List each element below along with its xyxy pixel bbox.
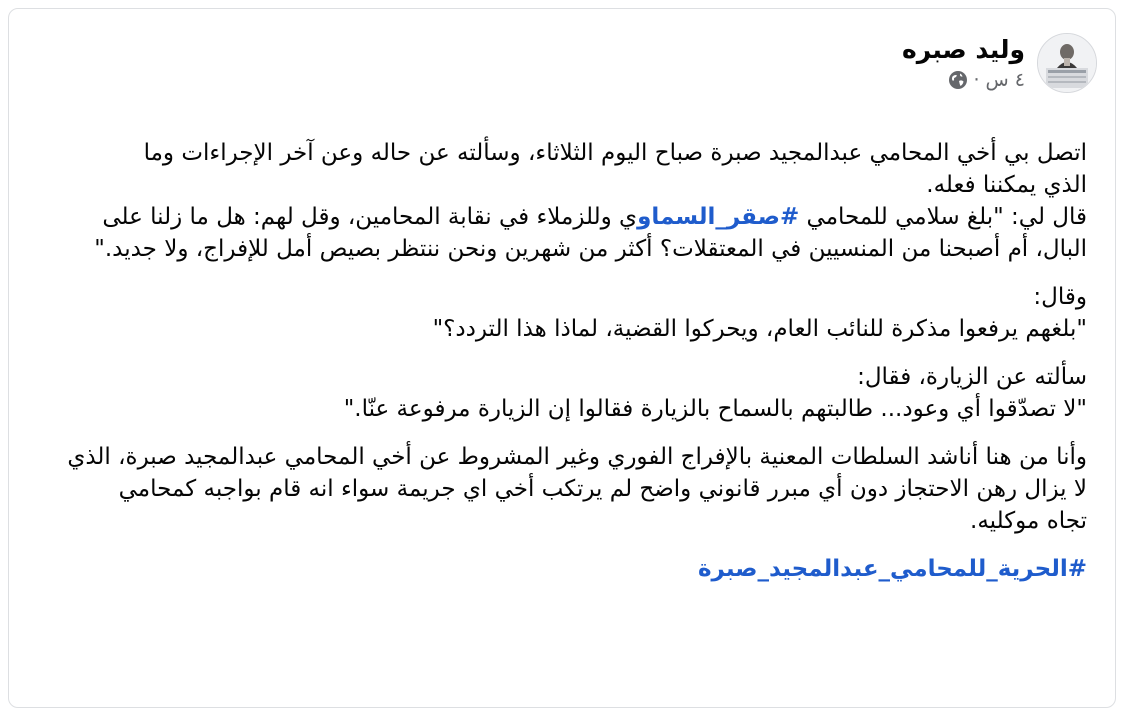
post-meta: [948, 68, 1026, 92]
post-text-line: الذي يمكننا فعله.: [926, 172, 1087, 198]
globe-icon[interactable]: [948, 70, 968, 90]
post-text-line: تجاه موكليه.: [970, 508, 1087, 534]
post-text-line: وأنا من هنا أناشد السلطات المعنية بالإفراج الفوري وغير المشروط عن أخي المحامي عبدالمجيد صبرة، الذي: [67, 444, 1087, 470]
avatar[interactable]: [1037, 33, 1097, 93]
post-text-line: "بلغهم يرفعوا مذكرة للنائب العام، ويحركوا القضية، لماذا هذا التردد؟": [432, 316, 1087, 342]
post-paragraph: [33, 553, 1087, 585]
post-text-line: البال، أم أصبحنا من المنسيين في المعتقلات؟ أكثر من شهرين ونحن ننتظر بصيص أمل للإفراج، ولا جديد.": [94, 236, 1087, 262]
avatar-image-icon: [1038, 34, 1096, 92]
quote-text: ي وللزملاء في نقابة المحامين، وقل لهم: هل ما زلنا على: [102, 204, 638, 230]
post-card: [8, 8, 1116, 708]
post-body: [33, 137, 1087, 601]
post-paragraph: [33, 441, 1087, 537]
post-paragraph: [33, 281, 1087, 345]
post-text-line: "لا تصدّقوا أي وعود... طالبتهم بالسماح بالزيارة فقالوا إن الزيارة مرفوعة عنّا.": [343, 396, 1087, 422]
hashtag-link[interactable]: #صقر_السماو: [637, 204, 800, 230]
post-text-line: [33, 201, 1087, 233]
post-text-line: سألته عن الزيارة، فقال:: [857, 364, 1087, 390]
author-name[interactable]: وليد صبره: [902, 35, 1025, 64]
quote-text: قال لي: "بلغ سلامي للمحامي: [799, 204, 1087, 230]
post-text-line: لا يزال رهن الاحتجاز دون أي مبرر قانوني واضح لم يرتكب أخي اي جريمة سواء انه قام بواجبه كمحامي: [118, 476, 1087, 502]
footer-hashtag-link[interactable]: #الحرية_للمحامي_عبدالمجيد_صبرة: [697, 556, 1087, 582]
post-paragraph: [33, 361, 1087, 425]
post-time[interactable]: ٤ س: [985, 69, 1025, 91]
author-block: [902, 34, 1025, 92]
meta-separator: ·: [973, 69, 980, 91]
post-text-line: وقال:: [1033, 284, 1087, 310]
post-paragraph: [33, 137, 1087, 265]
post-text-line: اتصل بي أخي المحامي عبدالمجيد صبرة صباح اليوم الثلاثاء، وسألته عن حاله وعن آخر الإجراءات وما: [143, 140, 1087, 166]
post-header: [902, 33, 1097, 93]
